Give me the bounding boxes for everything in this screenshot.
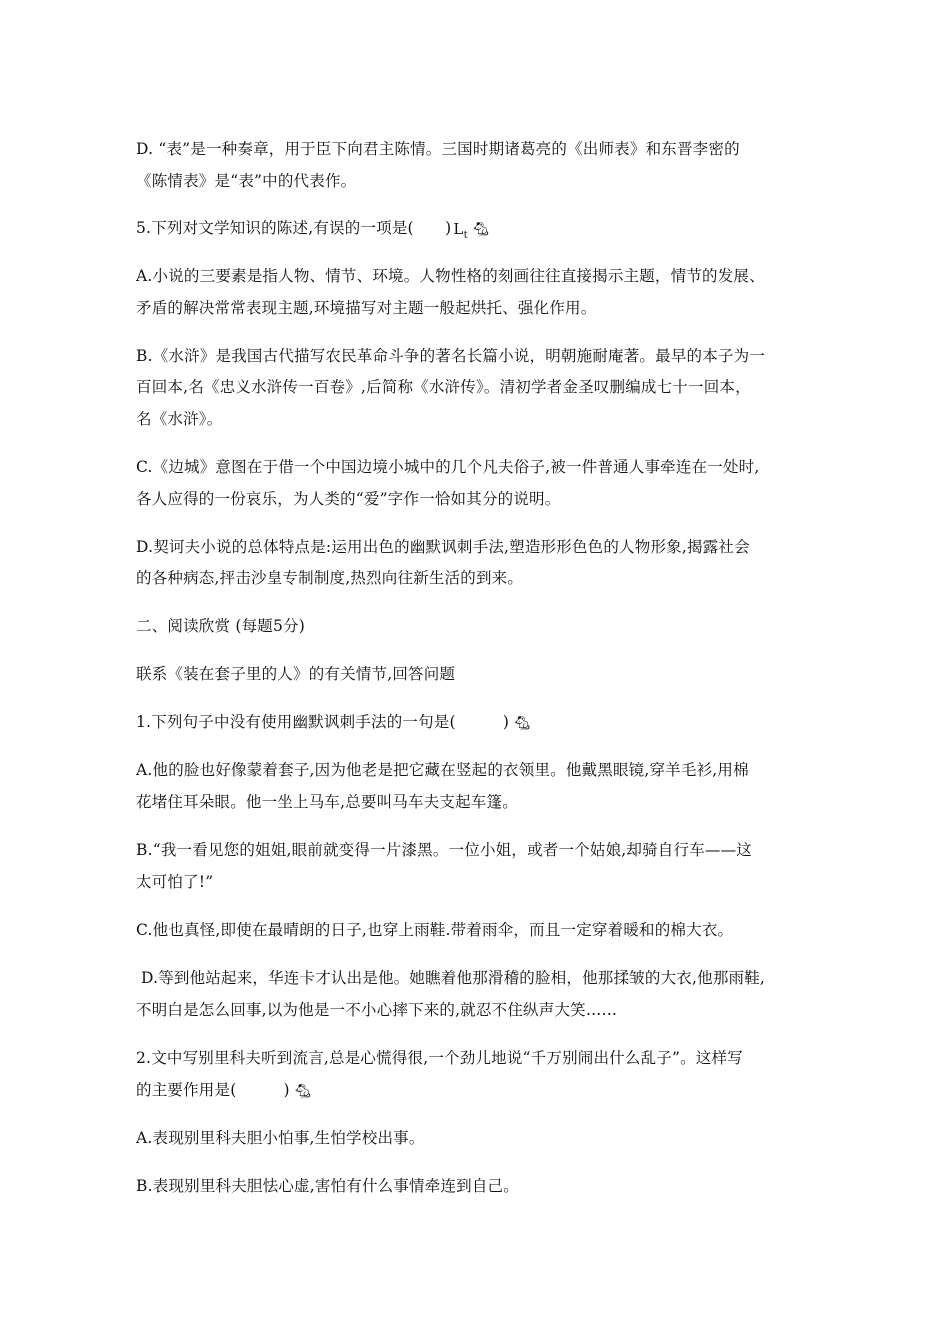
question-1-text: 1.下列句子中没有使用幽默讽刺手法的一句是( )	[136, 713, 510, 731]
text-line: 矛盾的解决常常表现主题,环境描写对主题一般起烘托、强化作用。	[136, 299, 597, 317]
question-2-text: 的主要作用是( )	[136, 1081, 290, 1099]
text-line: 百回本,名《忠义水浒传一百卷》,后简称《水浒传》。清初学者金圣叹删编成七十一回本，	[136, 378, 751, 396]
text-line: 《陈情表》是“表”中的代表作。	[136, 172, 357, 190]
question-5-text: 5.下列对文学知识的陈述,有误的一项是( )	[136, 219, 452, 237]
text-line: 的各种病态,抨击沙皇专制制度,热烈向往新生活的到来。	[136, 569, 524, 587]
text-line: 名《水浒》。	[136, 410, 223, 428]
text-line: 各人应得的一份哀乐，为人类的“爱”字作一恰如其分的说明。	[136, 490, 561, 508]
text-line: D.等到他站起来，华连卡才认出是他。她瞧着他那滑稽的脸相，他那揉皱的大衣,他那雨鞋,	[141, 969, 766, 987]
text-line: A.小说的三要素是指人物、情节、环境。人物性格的刻画往往直接揭示主题，情节的发展、	[136, 267, 765, 285]
text-line: D.契诃夫小说的总体特点是:运用出色的幽默讽刺手法,塑造形形色色的人物形象,揭露社会	[136, 538, 750, 556]
text-line: 太可怕了!”	[136, 873, 214, 891]
mouse-cursor-icon: 🐁︎	[471, 222, 490, 238]
text-line: B.“我一看见您的姐姐,眼前就变得一片漆黑。一位小姐，或者一个姑娘,却骑自行车——这	[136, 841, 752, 859]
section-heading: 二、阅读欣赏 (每题5分)	[136, 617, 305, 635]
text-line: B.《水浒》是我国古代描写农民革命斗争的著名长篇小说，明朝施耐庵著。最早的本子为一	[136, 347, 766, 365]
annotation-mark: $L_t$	[453, 220, 468, 241]
mouse-cursor-icon: 🐁︎	[513, 716, 532, 732]
text-line: A.他的脸也好像蒙着套子,因为他老是把它藏在竖起的衣领里。他戴黑眼镜,穿羊毛衫,用棉	[136, 761, 749, 779]
text-line: 2.文中写别里科夫听到流言,总是心慌得很,一个劲儿地说“千万别闹出什么乱子”。这样写	[136, 1049, 743, 1067]
text-line: C.他也真怪,即使在最晴朗的日子,也穿上雨鞋.带着雨伞，而且一定穿着暖和的棉大衣。	[136, 921, 734, 939]
text-line: B.表现别里科夫胆怯心虚,害怕有什么事情牵连到自己。	[136, 1177, 519, 1195]
mouse-cursor-icon: 🐁︎	[293, 1084, 312, 1100]
text-line: D. “表”是一种奏章，用于臣下向君主陈情。三国时期诸葛亮的《出师表》和东晋李密的	[136, 140, 740, 158]
question-2-options	[136, 1080, 816, 1102]
text-line: C.《边城》意图在于借一个中国边境小城中的几个凡夫俗子,被一件普通人事牵连在一处时,	[136, 458, 760, 476]
question-1	[136, 712, 816, 734]
text-line: 不明白是怎么回事,以为他是一不小心摔下来的,就忍不住纵声大笑……	[136, 1001, 618, 1019]
text-line: 联系《装在套子里的人》的有关情节,回答问题	[136, 665, 456, 683]
text-line: 花堵住耳朵眼。他一坐上马车,总要叫马车夫支起车篷。	[136, 793, 518, 811]
question-5	[136, 218, 816, 246]
text-line: A.表现别里科夫胆小怕事,生怕学校出事。	[136, 1129, 425, 1147]
